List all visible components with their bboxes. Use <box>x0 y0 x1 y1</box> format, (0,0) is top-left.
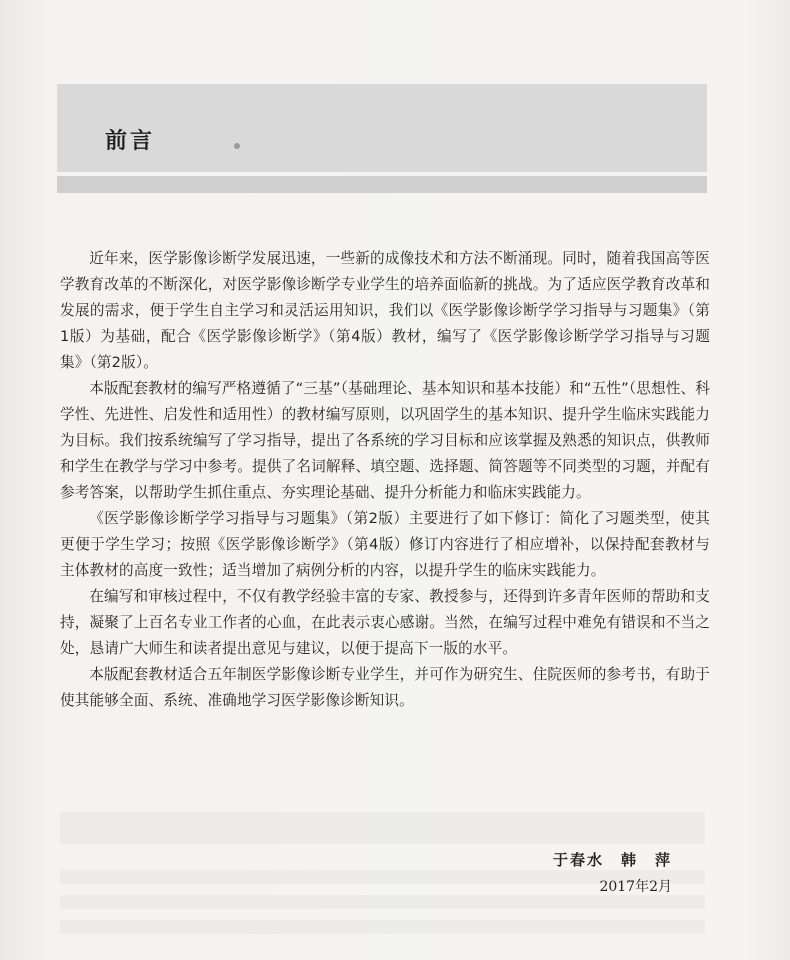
preface-body <box>60 246 710 714</box>
page-title: 前言 <box>105 129 156 154</box>
paragraph: 本版配套教材适合五年制医学影像诊断专业学生，并可作为研究生、住院医师的参考书，有助于使其能够全面、系统、准确地学习医学影像诊断知识。 <box>60 666 710 709</box>
paragraph: 近年来，医学影像诊断学发展迅速，一些新的成像技术和方法不断涌现。同时，随着我国高等医学教育改革的不断深化，对医学影像诊断学专业学生的培养面临新的挑战。为了适应医学教育改革和发展的需求，便于学生自主学习和灵活运用知识，我们以《医学影像诊断学学习指导与习题集》（第1版）为基础，配合《医学影像诊断学》（第4版）教材，编写了《医学影像诊断学学习指导与习题集》（第2版）。 <box>60 250 710 371</box>
bleed-through-mark <box>60 920 705 934</box>
preface-date: 2017年2月 <box>599 879 672 895</box>
author-signature: 于春水 韩 萍 <box>552 851 672 869</box>
heading-band <box>57 84 707 172</box>
paragraph: 本版配套教材的编写严格遵循了“三基”（基础理论、基本知识和基本技能）和“五性”（思想性、科学性、先进性、启发性和适用性）的教材编写原则，以巩固学生的基本知识、提升学生临床实践能力为目标。我们按系统编写了学习指导，提出了各系统的学习目标和应该掌握及熟悉的知识点，供教师和学生在教学与学习中参考。提供了名词解释、填空题、选择题、简答题等不同类型的习题，并配有参考答案，以帮助学生抓住重点、夯实理论基础、提升分析能力和临床实践能力。 <box>60 380 710 501</box>
paragraph: 在编写和审核过程中，不仅有教学经验丰富的专家、教授参与，还得到许多青年医师的帮助和支持，凝聚了上百名专业工作者的心血，在此表示衷心感谢。当然，在编写过程中难免有错误和不当之处，恳请广大师生和读者提出意见与建议，以便于提高下一版的水平。 <box>60 588 710 657</box>
bleed-through-mark <box>60 812 705 844</box>
bleed-through-mark <box>60 895 705 909</box>
paragraph: 《医学影像诊断学学习指导与习题集》（第2版）主要进行了如下修订：简化了习题类型，使其更便于学生学习；按照《医学影像诊断学》（第4版）修订内容进行了相应增补，以保持配套教材与主体教材的高度一致性；适当增加了病例分析的内容，以提升学生的临床实践能力。 <box>60 510 710 579</box>
heading-stripe <box>57 176 707 193</box>
decorative-dot <box>234 143 240 149</box>
